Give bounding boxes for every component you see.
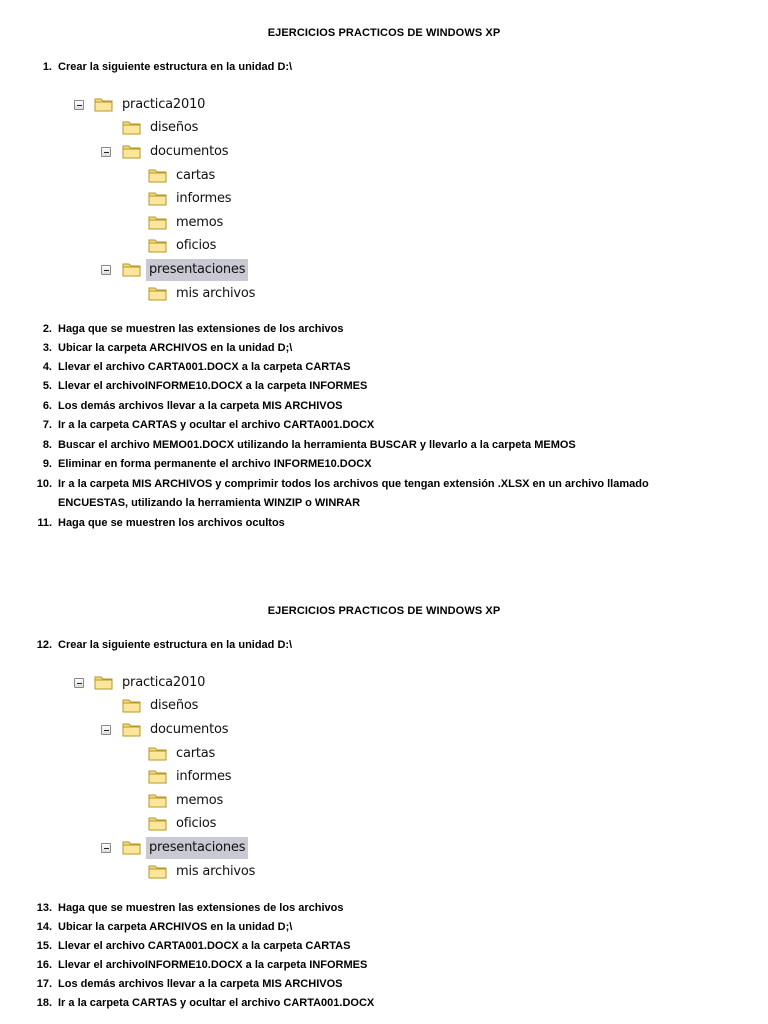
item-text: Llevar el archivoINFORME10.DOCX a la carpeta INFORMES bbox=[58, 959, 368, 971]
folder-label: practica2010 bbox=[122, 675, 206, 690]
folder-label: informes bbox=[176, 191, 232, 206]
folder-label: diseños bbox=[150, 120, 199, 135]
item-text: Los demás archivos llevar a la carpeta MIS ARCHIVOS bbox=[58, 400, 343, 412]
item-text: Llevar el archivoINFORME10.DOCX a la carpeta INFORMES bbox=[58, 380, 368, 392]
item-number: 8. bbox=[42, 439, 52, 451]
item-text: Crear la siguiente estructura en la unidad D:\ bbox=[58, 639, 293, 651]
item-text: Los demás archivos llevar a la carpeta MIS ARCHIVOS bbox=[58, 978, 343, 990]
item-number: 5. bbox=[42, 380, 52, 392]
item-number: 18. bbox=[36, 997, 52, 1009]
folder-icon bbox=[122, 119, 142, 136]
item-text: Ir a la carpeta CARTAS y ocultar el archivo CARTA001.DOCX bbox=[58, 997, 375, 1009]
item-number: 13. bbox=[36, 902, 52, 914]
folder-icon bbox=[122, 143, 142, 160]
folder-label: mis archivos bbox=[176, 286, 256, 301]
folder-icon bbox=[148, 792, 168, 809]
folder-label: mis archivos bbox=[176, 864, 256, 879]
item-text: Crear la siguiente estructura en la unidad D:\ bbox=[58, 61, 293, 73]
folder-icon bbox=[122, 839, 142, 856]
folder-label: oficios bbox=[176, 816, 217, 831]
folder-icon bbox=[94, 96, 114, 113]
collapse-icon[interactable] bbox=[101, 843, 111, 853]
folder-icon bbox=[148, 167, 168, 184]
item-text: Haga que se muestren las extensiones de los archivos bbox=[58, 902, 344, 914]
item-number: 4. bbox=[42, 361, 52, 373]
collapse-icon[interactable] bbox=[101, 147, 111, 157]
collapse-icon[interactable] bbox=[101, 265, 111, 275]
item-text: Haga que se muestren los archivos ocultos bbox=[58, 517, 285, 529]
folder-label: informes bbox=[176, 769, 232, 784]
folder-icon bbox=[148, 190, 168, 207]
item-number: 10. bbox=[36, 478, 52, 490]
folder-label: cartas bbox=[176, 168, 216, 183]
item-text: Eliminar en forma permanente el archivo INFORME10.DOCX bbox=[58, 458, 372, 470]
collapse-icon[interactable] bbox=[74, 678, 84, 688]
page-title: EJERCICIOS PRACTICOS DE WINDOWS XP bbox=[267, 27, 501, 39]
folder-icon bbox=[148, 815, 168, 832]
folder-label: diseños bbox=[150, 698, 199, 713]
folder-label-selected: presentaciones bbox=[146, 837, 248, 859]
item-number: 16. bbox=[36, 959, 52, 971]
item-number: 12. bbox=[36, 639, 52, 651]
folder-icon bbox=[122, 721, 142, 738]
folder-label: cartas bbox=[176, 746, 216, 761]
collapse-icon[interactable] bbox=[101, 725, 111, 735]
item-number: 14. bbox=[36, 921, 52, 933]
item-number: 6. bbox=[42, 400, 52, 412]
folder-icon bbox=[94, 674, 114, 691]
folder-icon bbox=[148, 863, 168, 880]
folder-icon bbox=[122, 697, 142, 714]
folder-label: practica2010 bbox=[122, 97, 206, 112]
item-text: Ir a la carpeta MIS ARCHIVOS y comprimir todos los archivos que tengan extensión .XLSX en un archivo llamado bbox=[58, 478, 649, 490]
item-text: Ubicar la carpeta ARCHIVOS en la unidad D;\ bbox=[58, 921, 293, 933]
item-text: Llevar el archivo CARTA001.DOCX a la carpeta CARTAS bbox=[58, 940, 351, 952]
item-number: 15. bbox=[36, 940, 52, 952]
folder-icon bbox=[148, 237, 168, 254]
folder-label: memos bbox=[176, 215, 224, 230]
item-text: Buscar el archivo MEMO01.DOCX utilizando la herramienta BUSCAR y llevarlo a la carpeta MEMOS bbox=[58, 439, 576, 451]
folder-label: memos bbox=[176, 793, 224, 808]
folder-icon bbox=[148, 214, 168, 231]
folder-label: documentos bbox=[150, 722, 229, 737]
item-text: Ubicar la carpeta ARCHIVOS en la unidad D;\ bbox=[58, 342, 293, 354]
item-number: 17. bbox=[36, 978, 52, 990]
item-number: 11. bbox=[37, 517, 52, 529]
item-number: 7. bbox=[42, 419, 52, 431]
folder-icon bbox=[122, 261, 142, 278]
page-title: EJERCICIOS PRACTICOS DE WINDOWS XP bbox=[267, 605, 501, 617]
item-number: 9. bbox=[42, 458, 52, 470]
folder-icon bbox=[148, 745, 168, 762]
item-number: 3. bbox=[42, 342, 52, 354]
folder-icon bbox=[148, 768, 168, 785]
item-number: 1. bbox=[42, 61, 52, 73]
folder-icon bbox=[148, 285, 168, 302]
item-text: Haga que se muestren las extensiones de los archivos bbox=[58, 323, 344, 335]
item-text: ENCUESTAS, utilizando la herramienta WINZIP o WINRAR bbox=[58, 497, 361, 509]
item-text: Llevar el archivo CARTA001.DOCX a la carpeta CARTAS bbox=[58, 361, 351, 373]
item-text: Ir a la carpeta CARTAS y ocultar el archivo CARTA001.DOCX bbox=[58, 419, 375, 431]
folder-label: documentos bbox=[150, 144, 229, 159]
folder-label: oficios bbox=[176, 238, 217, 253]
item-number: 2. bbox=[42, 323, 52, 335]
collapse-icon[interactable] bbox=[74, 100, 84, 110]
folder-label-selected: presentaciones bbox=[146, 259, 248, 281]
